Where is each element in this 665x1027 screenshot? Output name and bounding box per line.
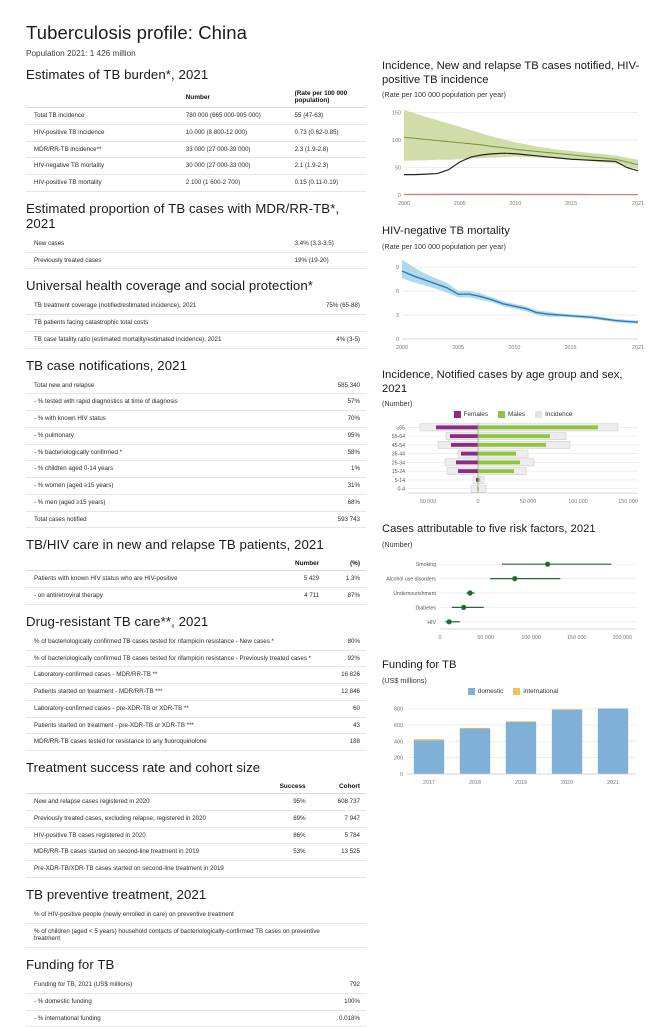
row-label: Total new and relapse xyxy=(26,378,312,394)
funding-svg xyxy=(382,696,644,788)
chart-title: Cases attributable to five risk factors, 2021 xyxy=(382,523,596,536)
chart-risk-factors xyxy=(382,523,644,643)
col-cohort: Cohort xyxy=(312,780,366,794)
section-title-notifications: TB case notifications, 2021 xyxy=(26,357,188,373)
table-header-row xyxy=(26,557,366,571)
svg-text:9: 9 xyxy=(396,264,399,271)
row-value: 16 826 xyxy=(318,667,366,684)
table-row xyxy=(26,394,366,411)
chart-title: Incidence, New and relapse TB cases notified, HIV-positive TB incidence xyxy=(382,60,640,86)
svg-text:400: 400 xyxy=(394,738,403,745)
row-label: % of children (aged < 5 years) household contacts of bacteriologically-confirmed TB cases on preventive treatment xyxy=(26,923,325,948)
table-row xyxy=(26,650,366,667)
chart-subtitle: (Number) xyxy=(382,539,413,549)
row-label: Laboratory-confirmed cases - MDR/RR-TB ** xyxy=(26,667,318,684)
svg-text:0-4: 0-4 xyxy=(397,486,405,493)
row-value: 585 340 xyxy=(312,378,366,394)
drtb-table xyxy=(26,634,366,751)
chart-title: Incidence, Notified cases by age group and sex, 2021 xyxy=(382,368,623,395)
row-label: Laboratory-confirmed cases - pre-XDR-TB or XDR-TB ** xyxy=(26,700,318,717)
svg-text:2021: 2021 xyxy=(607,779,619,786)
svg-text:0: 0 xyxy=(476,499,480,506)
row-value: 60 xyxy=(318,700,366,717)
legend-label: Females xyxy=(463,411,489,419)
svg-text:800: 800 xyxy=(394,706,403,713)
table-row xyxy=(26,810,366,827)
row-label: % of bacteriologically confirmed TB cases tested for rifampicin resistance - Previously treated cases * xyxy=(26,650,318,667)
legend-item-domestic xyxy=(468,688,504,695)
legend-swatch-males xyxy=(498,411,505,418)
row-value: 0.018% xyxy=(318,1010,366,1027)
table-row xyxy=(26,1010,366,1027)
section-title-treatment: Treatment success rate and cohort size xyxy=(26,760,261,775)
row-success: 89% xyxy=(264,810,312,827)
row-value: 188 xyxy=(318,734,366,751)
legend-label: Males xyxy=(508,411,526,419)
col-success: Success xyxy=(264,780,312,794)
chart-subtitle: (Rate per 100 000 population per year) xyxy=(382,241,506,251)
table-row xyxy=(26,977,366,993)
legend-swatch-females xyxy=(454,411,461,418)
table-row xyxy=(26,158,366,175)
svg-text:100 000: 100 000 xyxy=(521,634,541,641)
row-label: Pre-XDR-TB/XDR-TB cases started on second-line treatment in 2019 xyxy=(26,861,264,878)
mdr-proportion-table xyxy=(26,236,366,270)
row-label: Total TB incidence xyxy=(26,108,186,125)
svg-text:600: 600 xyxy=(394,722,403,729)
row-cohort: 5 784 xyxy=(312,827,366,844)
population-line: Population 2021: 1 426 million xyxy=(26,49,136,58)
row-label: HIV-positive TB mortality xyxy=(26,175,186,192)
section-title-mdr-proportion: Estimated proportion of TB cases with MDR/RR-TB*, 2021 xyxy=(26,200,340,231)
page-title: Tuberculosis profile: China xyxy=(26,22,248,43)
row-label: Patients started on treatment - MDR/RR-TB *** xyxy=(26,684,318,701)
svg-text:35-44: 35-44 xyxy=(391,451,405,458)
svg-text:2005: 2005 xyxy=(452,344,465,351)
svg-text:Diabetes: Diabetes xyxy=(415,605,436,612)
svg-text:Undernourishment: Undernourishment xyxy=(393,590,436,597)
svg-text:50 000: 50 000 xyxy=(477,634,494,641)
legend-swatch-incidence xyxy=(535,411,542,418)
row-value: 31% xyxy=(312,478,366,495)
row-cohort xyxy=(312,861,366,878)
row-rate: 2.1 (1.9-2.3) xyxy=(295,158,366,175)
uhc-table xyxy=(26,298,366,348)
chart-title: Funding for TB xyxy=(382,658,457,671)
row-label: TB case fatality ratio (estimated mortality/estimated incidence), 2021 xyxy=(26,331,312,348)
svg-text:50: 50 xyxy=(395,165,401,172)
row-cohort: 608 737 xyxy=(312,794,366,811)
col-number: Number xyxy=(271,557,325,571)
estimates-table xyxy=(26,87,366,192)
chart-subtitle: (US$ millions) xyxy=(382,675,427,685)
row-value: 792 xyxy=(318,977,366,993)
table-row xyxy=(26,236,366,252)
legend-item-males xyxy=(498,411,525,418)
row-label: - % with known HIV status xyxy=(26,411,312,428)
table-row xyxy=(26,444,366,461)
chart-title: HIV-negative TB mortality xyxy=(382,225,510,238)
legend-swatch-international xyxy=(513,688,520,695)
col-rate: (Rate per 100 000 population) xyxy=(295,87,366,108)
row-label: Previously treated cases xyxy=(26,252,295,269)
table-row xyxy=(26,124,366,141)
row-number: 2 100 (1 600-2 700) xyxy=(186,175,295,192)
treatment-table xyxy=(26,780,366,878)
row-value: 58% xyxy=(312,444,366,461)
table-row xyxy=(26,494,366,511)
svg-text:2019: 2019 xyxy=(515,779,527,786)
svg-text:Smoking: Smoking xyxy=(415,562,436,569)
row-value: 92% xyxy=(318,650,366,667)
col-blank xyxy=(26,780,264,794)
table-row xyxy=(26,571,366,588)
svg-text:15-24: 15-24 xyxy=(391,469,405,476)
section-title-uhc: Universal health coverage and social protection* xyxy=(26,278,314,294)
age-sex-svg xyxy=(382,419,644,507)
row-label: - % tested with rapid diagnostics at time of diagnosis xyxy=(26,394,312,411)
row-value: 95% xyxy=(312,427,366,444)
row-value xyxy=(325,907,366,923)
table-row xyxy=(26,734,366,751)
row-label: New cases xyxy=(26,236,295,252)
svg-text:3: 3 xyxy=(396,312,399,319)
row-value: 80% xyxy=(318,634,366,650)
svg-text:2015: 2015 xyxy=(564,344,577,351)
col-pct: (%) xyxy=(325,557,366,571)
row-rate: 55 (47-63) xyxy=(295,108,366,125)
row-label: - on antiretroviral therapy xyxy=(26,588,271,605)
table-row xyxy=(26,684,366,701)
col-blank xyxy=(26,87,186,108)
left-column xyxy=(26,22,366,1027)
table-row xyxy=(26,511,366,528)
table-row xyxy=(26,923,366,948)
col-number: Number xyxy=(186,87,295,108)
chart-age-sex xyxy=(382,369,644,507)
right-column xyxy=(382,22,644,804)
row-pct: 1.3% xyxy=(325,571,366,588)
row-label: TB patients facing catastrophic total costs xyxy=(26,315,312,332)
row-value xyxy=(312,315,366,332)
preventive-table xyxy=(26,907,366,948)
legend-swatch-domestic xyxy=(468,688,475,695)
row-value: 1% xyxy=(312,461,366,478)
row-number: 4 711 xyxy=(271,588,325,605)
svg-text:Alcohol use disorders: Alcohol use disorders xyxy=(386,576,436,583)
row-label: Funding for TB, 2021 (US$ millions) xyxy=(26,977,318,993)
row-label: - % international funding xyxy=(26,1010,318,1027)
svg-text:25-34: 25-34 xyxy=(391,460,405,467)
legend-item-international xyxy=(513,688,558,695)
row-label: Patients with known HIV status who are HIV-positive xyxy=(26,571,271,588)
svg-text:2018: 2018 xyxy=(469,779,481,786)
row-label: - % men (aged ≥15 years) xyxy=(26,494,312,511)
incidence-trend-svg xyxy=(382,101,644,209)
table-row xyxy=(26,252,366,269)
notifications-table xyxy=(26,378,366,529)
row-number: 30 000 (27 000-33 000) xyxy=(186,158,295,175)
svg-text:0: 0 xyxy=(438,634,442,641)
row-success: 86% xyxy=(264,827,312,844)
svg-text:2000: 2000 xyxy=(398,201,410,208)
row-value: 43 xyxy=(318,717,366,734)
row-value: 4% (3-5) xyxy=(312,331,366,348)
row-number: 5 429 xyxy=(271,571,325,588)
chart-subtitle: (Rate per 100 000 population per year) xyxy=(382,90,506,100)
table-row xyxy=(26,861,366,878)
svg-text:2005: 2005 xyxy=(453,201,466,208)
age-sex-legend xyxy=(382,411,644,418)
table-row xyxy=(26,667,366,684)
chart-hiv-negative-mortality xyxy=(382,225,644,353)
table-row xyxy=(26,717,366,734)
row-rate: 0.73 (0.62-0.85) xyxy=(295,124,366,141)
table-row xyxy=(26,108,366,125)
row-label: - % children aged 0-14 years xyxy=(26,461,312,478)
svg-text:50 000: 50 000 xyxy=(519,499,537,506)
row-value: 70% xyxy=(312,411,366,428)
row-value: 593 743 xyxy=(312,511,366,528)
svg-text:2021: 2021 xyxy=(632,201,644,208)
risk-factors-svg xyxy=(382,551,644,643)
svg-text:200 000: 200 000 xyxy=(612,634,633,641)
row-rate: 0.15 (0.11-0.19) xyxy=(295,175,366,192)
row-label: MDR/RR-TB incidence** xyxy=(26,141,186,158)
row-success: 53% xyxy=(264,844,312,861)
row-number: 33 000 (27 000-39 000) xyxy=(186,141,295,158)
row-pct: 87% xyxy=(325,588,366,605)
row-label: MDR/RR-TB cases tested for resistance to any fluoroquinolone xyxy=(26,734,318,751)
funding-table xyxy=(26,977,366,1027)
section-title-preventive: TB preventive treatment, 2021 xyxy=(26,886,207,902)
row-value: 3.4% (3.3-3.5) xyxy=(295,236,366,252)
svg-text:2021: 2021 xyxy=(632,344,644,351)
table-header-row xyxy=(26,780,366,794)
legend-label: domestic xyxy=(477,687,504,695)
section-title-tbhiv: TB/HIV care in new and relapse TB patients, 2021 xyxy=(26,537,324,553)
table-row xyxy=(26,588,366,605)
svg-text:6: 6 xyxy=(396,288,399,295)
row-label: Patients started on treatment - pre-XDR-TB or XDR-TB *** xyxy=(26,717,318,734)
svg-text:45-54: 45-54 xyxy=(391,443,405,450)
table-row xyxy=(26,993,366,1010)
table-row xyxy=(26,461,366,478)
row-number: 10 000 (8 800-12 000) xyxy=(186,124,295,141)
row-label: - % pulmonary xyxy=(26,427,312,444)
svg-text:2015: 2015 xyxy=(565,201,578,208)
row-value: 19% (19-20) xyxy=(295,252,366,269)
legend-item-incidence xyxy=(535,411,572,418)
table-row xyxy=(26,700,366,717)
table-row xyxy=(26,411,366,428)
funding-legend xyxy=(382,688,644,695)
row-value: 12 846 xyxy=(318,684,366,701)
row-value: 100% xyxy=(318,993,366,1010)
svg-text:≥65: ≥65 xyxy=(396,425,405,432)
table-row xyxy=(26,844,366,861)
svg-text:0: 0 xyxy=(396,336,399,343)
svg-text:2000: 2000 xyxy=(396,344,408,351)
mortality-svg xyxy=(382,253,644,353)
row-value: 75% (65-88) xyxy=(312,298,366,314)
svg-text:55-64: 55-64 xyxy=(391,434,405,441)
table-row xyxy=(26,141,366,158)
row-label: MDR/RR-TB cases started on second-line treatment in 2019 xyxy=(26,844,264,861)
row-rate: 2.3 (1.9-2.8) xyxy=(295,141,366,158)
table-header-row xyxy=(26,87,366,108)
table-row xyxy=(26,427,366,444)
svg-text:150: 150 xyxy=(392,110,401,117)
section-title-drtb: Drug-resistant TB care**, 2021 xyxy=(26,613,209,629)
row-number: 780 000 (665 000-905 000) xyxy=(186,108,295,125)
row-label: TB treatment coverage (notified/estimated incidence), 2021 xyxy=(26,298,312,314)
table-row xyxy=(26,827,366,844)
table-row xyxy=(26,907,366,923)
row-label: % of bacteriologically confirmed TB cases tested for rifampicin resistance - New cases * xyxy=(26,634,318,650)
table-row xyxy=(26,315,366,332)
svg-text:2010: 2010 xyxy=(508,344,521,351)
svg-text:5-14: 5-14 xyxy=(394,478,405,485)
svg-text:150 000: 150 000 xyxy=(566,634,587,641)
row-cohort: 7 947 xyxy=(312,810,366,827)
chart-funding xyxy=(382,659,644,788)
section-title-funding-table: Funding for TB xyxy=(26,957,115,972)
table-row xyxy=(26,298,366,314)
svg-text:100: 100 xyxy=(392,138,401,145)
row-cohort: 13 525 xyxy=(312,844,366,861)
table-row xyxy=(26,634,366,650)
row-label: Previously treated cases, excluding relapse, registered in 2020 xyxy=(26,810,264,827)
chart-subtitle: (Number) xyxy=(382,399,413,409)
row-label: - % domestic funding xyxy=(26,993,318,1010)
row-label: - % bacteriologically confirmed * xyxy=(26,444,312,461)
section-title-estimates: Estimates of TB burden*, 2021 xyxy=(26,67,209,82)
chart-incidence-trend xyxy=(382,60,644,209)
row-label: HIV-positive TB incidence xyxy=(26,124,186,141)
svg-text:2020: 2020 xyxy=(561,779,573,786)
row-value: 68% xyxy=(312,494,366,511)
row-label: HIV-negative TB mortality xyxy=(26,158,186,175)
svg-text:200: 200 xyxy=(394,755,403,762)
svg-text:HIV: HIV xyxy=(427,619,436,626)
svg-text:0: 0 xyxy=(398,193,401,200)
col-blank xyxy=(26,557,271,571)
legend-label: international xyxy=(523,687,559,695)
row-label: HIV-positive TB cases registered in 2020 xyxy=(26,827,264,844)
row-success: 95% xyxy=(264,794,312,811)
row-value: 57% xyxy=(312,394,366,411)
svg-text:50 000: 50 000 xyxy=(419,499,437,506)
row-label: % of HIV-positive people (newly enrolled in care) on preventive treatment xyxy=(26,907,325,923)
svg-text:2017: 2017 xyxy=(423,779,435,786)
svg-text:100 000: 100 000 xyxy=(568,499,588,506)
table-row xyxy=(26,331,366,348)
table-row xyxy=(26,378,366,394)
row-label: Total cases notified xyxy=(26,511,312,528)
legend-item-females xyxy=(454,411,489,418)
svg-text:150 000: 150 000 xyxy=(618,499,638,506)
row-value xyxy=(325,923,366,948)
svg-text:0: 0 xyxy=(400,771,403,778)
svg-text:2010: 2010 xyxy=(509,201,522,208)
row-label: New and relapse cases registered in 2020 xyxy=(26,794,264,811)
table-row xyxy=(26,794,366,811)
row-label: - % women (aged ≥15 years) xyxy=(26,478,312,495)
legend-label: Incidence xyxy=(545,411,573,419)
table-row xyxy=(26,478,366,495)
table-row xyxy=(26,175,366,192)
row-success xyxy=(264,861,312,878)
tbhiv-table xyxy=(26,557,366,605)
